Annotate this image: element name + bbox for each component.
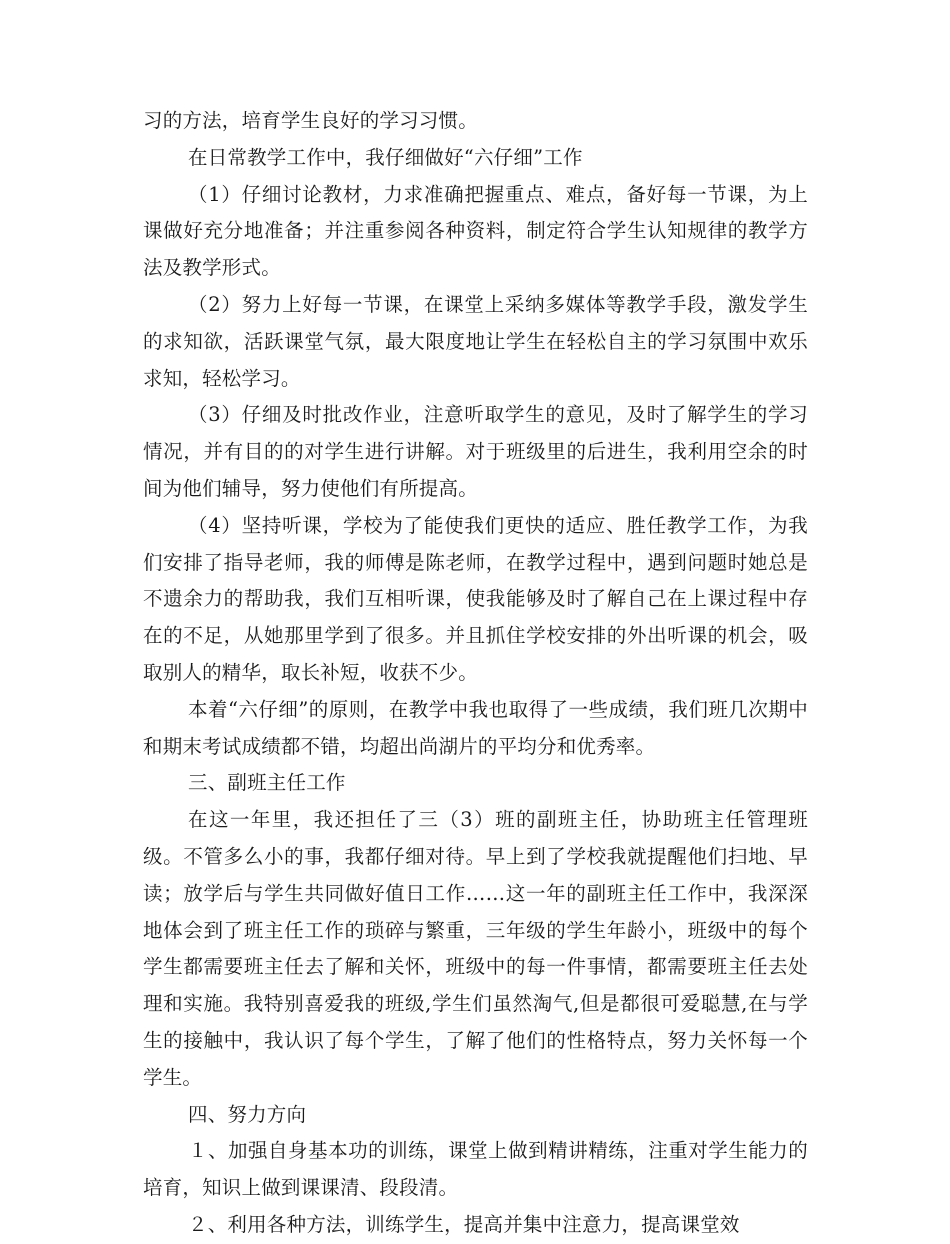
paragraph-item-2: （2）努力上好每一节课，在课堂上采纳多媒体等教学手段，激发学生的求知欲，活跃课堂气氛，最大限度地让学生在轻松自主的学习氛围中欢乐求知，轻松学习。: [143, 292, 808, 390]
paragraph-six-careful-intro: 在日常教学工作中，我仔细做好“六仔细”工作: [188, 145, 583, 169]
section-heading-4: 四、努力方向: [188, 1102, 307, 1126]
paragraph-continuation: 习的方法，培育学生良好的学习习惯。: [143, 109, 478, 132]
section-heading-3: 三、副班主任工作: [188, 771, 346, 795]
document-body: [143, 103, 808, 1244]
paragraph-direction-2: ２、利用各种方法，训练学生，提高并集中注意力，提高课堂效: [188, 1212, 740, 1236]
paragraph-item-4: （4）坚持听课，学校为了能使我们更快的适应、胜任教学工作，为我们安排了指导老师，我的师傅是陈老师，在教学过程中，遇到问题时她总是不遗余力的帮助我，我们互相听课，使我能够及时了解自己在上课过程中存在的不足，从她那里学到了很多。并且抓住学校安排的外出听课的机会，吸取别人的精华，取长补短，收获不少。: [143, 513, 808, 684]
paragraph-item-1: （1）仔细讨论教材，力求准确把握重点、难点，备好每一节课，为上课做好充分地准备；并注重参阅各种资料，制定符合学生认知规律的教学方法及教学形式。: [143, 182, 808, 280]
paragraph-assistant-teacher: 在这一年里，我还担任了三（3）班的副班主任，协助班主任管理班级。不管多么小的事，我都仔细对待。早上到了学校我就提醒他们扫地、早读；放学后与学生共同做好值日工作……这一年的副班主任工作中，我深深地体会到了班主任工作的琐碎与繁重，三年级的学生年龄小，班级中的每个学生都需要班主任去了解和关怀，班级中的每一件事情，都需要班主任去处理和实施。我特别喜爱我的班级,学生们虽然淘气,但是都很可爱聪慧,在与学生的接触中，我认识了每个学生，了解了他们的性格特点，努力关怀每一个学生。: [143, 808, 808, 1089]
paragraph-item-3: （3）仔细及时批改作业，注意听取学生的意见，及时了解学生的学习情况，并有目的的对学生进行讲解。对于班级里的后进生，我利用空余的时间为他们辅导，努力使他们有所提高。: [143, 403, 808, 500]
paragraph-results: 本着“六仔细”的原则，在教学中我也取得了一些成绩，我们班几次期中和期末考试成绩都不错，均超出尚湖片的平均分和优秀率。: [143, 697, 808, 758]
paragraph-direction-1: １、加强自身基本功的训练，课堂上做到精讲精练，注重对学生能力的培育，知识上做到课课清、段段清。: [143, 1139, 808, 1200]
